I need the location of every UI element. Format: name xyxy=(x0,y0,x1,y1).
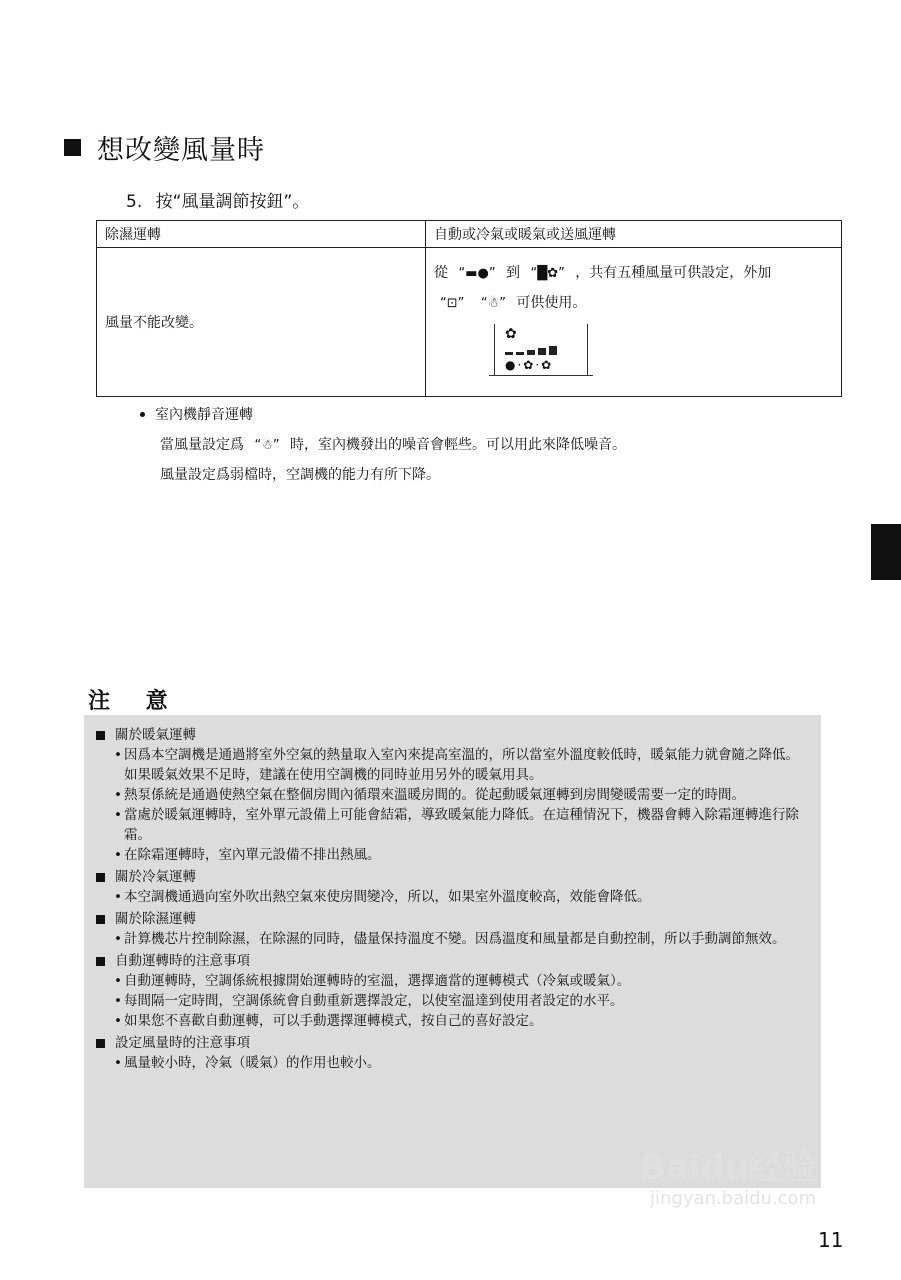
square-bullet-icon xyxy=(64,139,81,156)
watermark-url: jingyan.baidu.com xyxy=(650,1188,817,1209)
quiet-title xyxy=(140,404,253,424)
fan-bar xyxy=(549,346,557,355)
square-bullet-icon xyxy=(96,731,105,740)
fan-quiet-icon: “☃” xyxy=(480,296,506,311)
step-number: 5. xyxy=(126,192,143,212)
fan-panel-base xyxy=(489,375,593,376)
operation-table xyxy=(96,220,842,397)
heading-text: 設定風量時的注意事項 xyxy=(115,1035,250,1051)
fan-bar xyxy=(538,348,546,355)
notice-box xyxy=(84,715,821,1188)
section-title-text: 想改變風量時 xyxy=(97,135,265,166)
notice-item: • 風量較小時，冷氣（暖氣）的作用也較小。 xyxy=(96,1053,809,1073)
heading-text: 關於除濕運轉 xyxy=(115,911,196,927)
chapter-tab xyxy=(871,524,901,580)
heading-text: 自動運轉時的注意事項 xyxy=(115,953,250,969)
quiet-title-text: 室內機靜音運轉 xyxy=(155,407,253,423)
notice-item: • 自動運轉時，空調係統根據開始運轉時的室溫，選擇適當的運轉模式（冷氣或暖氣）。 xyxy=(96,971,809,991)
heading-text: 關於暖氣運轉 xyxy=(115,727,196,743)
fan-quiet-icon: “☃” xyxy=(254,438,280,453)
heading-text: 關於冷氣運轉 xyxy=(115,869,196,885)
notice-heading xyxy=(96,1033,809,1053)
fan-low-icon: “▬●” xyxy=(458,266,496,281)
quiet-line-1-a: 當風量設定爲 xyxy=(160,437,244,453)
notice-heading xyxy=(96,909,809,929)
table-header-auto: 自動或冷氣或暖氣或送風運轉 xyxy=(426,221,842,248)
fan-speed-display xyxy=(494,324,588,376)
fan-speed-bars xyxy=(505,346,557,355)
fan-auto-icon: “⊡” xyxy=(440,296,465,311)
quiet-operation-block xyxy=(140,404,627,483)
section-title xyxy=(64,128,265,167)
fan-bar xyxy=(516,352,524,355)
notice-item: • 因爲本空調機是通過將室外空氣的熱量取入室內來提高室溫的，所以當室外溫度較低時，暖氣能力就會隨之降低。如果暖氣效果不足時，建議在使用空調機的同時並用另外的暖氣用具。 xyxy=(96,745,809,785)
table-header-dry: 除濕運轉 xyxy=(97,221,426,248)
auto-mode-cell xyxy=(426,248,842,397)
notice-item: • 計算機芯片控制除濕，在除濕的同時，儘量保持溫度不變。因爲溫度和風量都是自動控制，所以手動調節無效。 xyxy=(96,929,809,949)
square-bullet-icon xyxy=(96,873,105,882)
notice-heading xyxy=(96,867,809,887)
dry-mode-cell: 風量不能改變。 xyxy=(97,248,426,397)
step-text: 按“風量調節按鈕”。 xyxy=(155,192,310,212)
fan-dots-icon: ●·✿·✿ xyxy=(505,358,554,372)
from-text: 從 xyxy=(434,265,448,281)
notice-heading xyxy=(96,725,809,745)
quiet-line-1 xyxy=(160,434,626,454)
notice-title: 注 意 xyxy=(88,689,182,714)
square-bullet-icon xyxy=(96,915,105,924)
notice-item: • 每間隔一定時間，空調係統會自動重新選擇設定，以使室溫達到使用者設定的水平。 xyxy=(96,991,809,1011)
bullet-dot-icon xyxy=(140,412,145,417)
notice-item: • 當處於暖氣運轉時，室外單元設備上可能會結霜，導致暖氣能力降低。在這種情況下，機器會轉入除霜運轉進行除霜。 xyxy=(96,805,809,845)
fan-bar xyxy=(527,350,535,355)
quiet-line-1-b: 時，室內機發出的噪音會輕些。可以用此來降低噪音。 xyxy=(290,437,627,453)
notice-item: • 本空調機通過向室外吹出熱空氣來使房間變冷，所以，如果室外溫度較高，效能會降低。 xyxy=(96,887,809,907)
notice-item: • 在除霜運轉時，室內單元設備不排出熱風。 xyxy=(96,845,809,865)
fan-range-line xyxy=(434,262,771,282)
notice-item: • 如果您不喜歡自動運轉，可以手動選擇運轉模式，按自己的喜好設定。 xyxy=(96,1011,809,1031)
square-bullet-icon xyxy=(96,1039,105,1048)
to-text: 到 xyxy=(506,265,521,281)
fan-range-text: ，共有五種風量可供設定，外加 xyxy=(575,265,772,281)
notice-heading xyxy=(96,951,809,971)
fan-bar xyxy=(505,352,513,355)
square-bullet-icon xyxy=(96,957,105,966)
fan-icon: ✿ xyxy=(505,326,517,342)
fan-extra-line xyxy=(434,292,586,312)
fan-high-icon: “█✿” xyxy=(530,266,565,281)
notice-content xyxy=(96,723,809,1073)
fan-extra-text: 可供使用。 xyxy=(516,295,587,311)
watermark-logo: Baidu经验 xyxy=(640,1148,818,1188)
page-number: 11 xyxy=(818,1228,844,1252)
notice-item: • 熱泵係統是通過使熱空氣在整個房間內循環來溫暖房間的。從起動暖氣運轉到房間變暖需要一定的時間。 xyxy=(96,785,809,805)
step-instruction xyxy=(126,187,309,212)
quiet-line-2: 風量設定爲弱檔時，空調機的能力有所下降。 xyxy=(160,467,440,483)
